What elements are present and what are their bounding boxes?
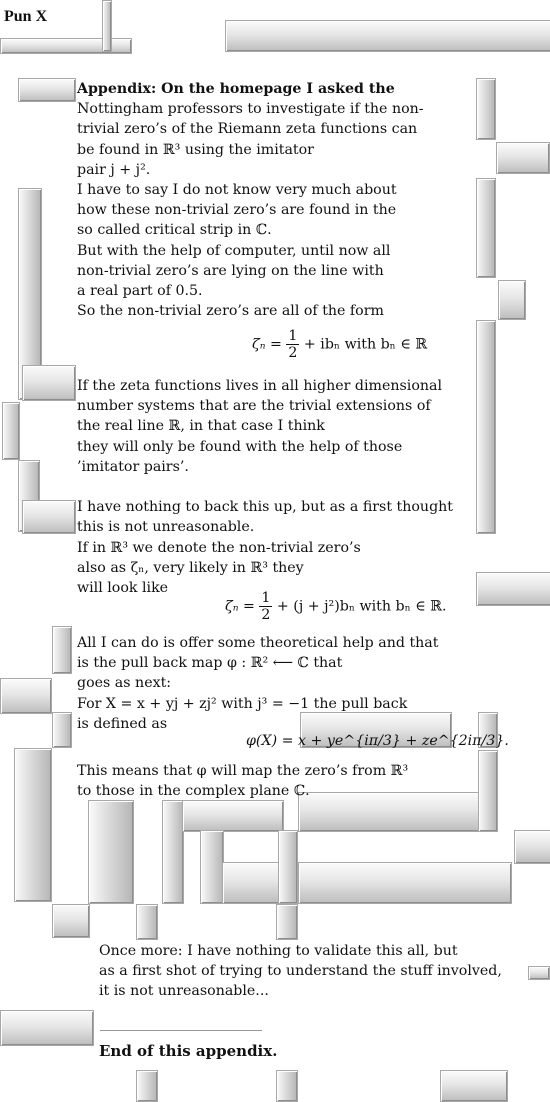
page-title: Pun X <box>4 8 48 25</box>
text-line: pair j + j². <box>77 161 151 178</box>
text-line <box>77 477 453 497</box>
text-line: I have nothing to back this up, but as a first thought <box>77 499 453 516</box>
text-line: I have to say I do not know very much about <box>77 182 397 199</box>
bevel-block <box>136 904 158 940</box>
bevel-block <box>225 20 550 52</box>
bevel-block <box>498 280 526 320</box>
bevel-block <box>88 800 134 904</box>
bevel-block <box>14 748 52 902</box>
bevel-block <box>476 78 496 140</box>
text-line: All I can do is offer some theoretical help and that <box>77 635 439 651</box>
pullback-equation <box>246 733 509 749</box>
text-line: this is not unreasonable. <box>77 519 255 536</box>
zeta-equation-c <box>252 328 427 361</box>
text-line: it is not unreasonable... <box>99 983 269 1000</box>
text-line: Nottingham professors to investigate if the non- <box>77 101 424 118</box>
bevel-block <box>478 750 498 832</box>
text-line: ’imitator pairs’. <box>77 458 189 475</box>
text-line: If in ℝ³ we denote the non-trivial zero’s <box>77 539 361 556</box>
fraction <box>259 590 272 623</box>
text-line: to those in the complex plane ℂ. <box>77 783 310 800</box>
fraction <box>286 328 299 361</box>
text-line: they will only be found with the help of those <box>77 438 403 455</box>
text-line: For X = x + yj + zj² with j³ = −1 the pull back <box>77 695 408 712</box>
text-line: also as ζₙ, very likely in ℝ³ they <box>77 559 304 576</box>
text-line: non-trivial zero’s are lying on the line with <box>77 262 384 279</box>
bevel-block <box>22 365 76 401</box>
bevel-block <box>222 862 282 904</box>
bevel-block <box>2 402 20 460</box>
end-label: End of this appendix. <box>99 1042 278 1060</box>
bevel-block <box>476 178 496 278</box>
text-line: as a first shot of trying to understand the stuff involved, <box>99 963 502 980</box>
text-line: If the zeta functions lives in all higher dimensional <box>77 378 443 394</box>
bevel-block <box>440 1070 508 1102</box>
bevel-block <box>528 966 550 980</box>
text-line: be found in ℝ³ using the imitator <box>77 141 314 158</box>
divider <box>100 1030 262 1031</box>
text-line: is the pull back map φ : ℝ² ⟵ ℂ that <box>77 655 343 672</box>
text-line: will look like <box>77 580 169 597</box>
bevel-block <box>476 320 496 534</box>
text-line: is defined as <box>77 715 168 732</box>
bevel-block <box>52 626 72 674</box>
text-line: goes as next: <box>77 675 172 692</box>
bevel-block <box>52 904 90 938</box>
text-line: a real part of 0.5. <box>77 283 203 300</box>
bevel-block <box>162 800 184 904</box>
text-line: how these non-trivial zero’s are found in the <box>77 202 397 219</box>
bevel-block <box>0 678 52 714</box>
zeta-equation-r3 <box>225 590 447 623</box>
bevel-block <box>298 862 512 904</box>
text-line: So the non-trivial zero’s are all of the form <box>77 303 384 320</box>
equation-lhs: ζₙ = <box>225 598 255 615</box>
bevel-block <box>200 830 224 904</box>
text-line: the real line ℝ, in that case I think <box>77 418 325 435</box>
bevel-block <box>514 830 550 864</box>
bevel-block <box>278 830 298 904</box>
bevel-block <box>0 1010 94 1046</box>
equation-rhs: + (j + j²)bₙ with bₙ ∈ ℝ. <box>276 598 447 615</box>
bevel-block <box>0 38 132 54</box>
text-line: trivial zero’s of the Riemann zeta functions can <box>77 121 418 138</box>
bevel-block <box>52 712 72 748</box>
equation-lhs: ζₙ = <box>252 336 282 353</box>
fraction-denominator: 2 <box>261 607 271 623</box>
closing-paragraph <box>99 941 502 1002</box>
bevel-block <box>182 800 284 832</box>
text-line: so called critical strip in ℂ. <box>77 222 272 239</box>
equation-text: φ(X) = x + ye^{iπ/3} + ze^{2iπ/3}. <box>246 733 509 749</box>
mapping-paragraph <box>77 761 408 801</box>
bevel-block <box>476 572 550 606</box>
bevel-block <box>22 500 76 534</box>
zeta-paragraph <box>77 376 453 598</box>
fraction-numerator: 1 <box>288 328 298 344</box>
text-line: Appendix: On the homepage I asked the <box>77 81 395 97</box>
bevel-block <box>276 1070 298 1102</box>
appendix-paragraph <box>77 79 424 321</box>
bevel-block <box>18 78 76 102</box>
bevel-block <box>276 904 298 940</box>
bevel-block <box>496 142 550 174</box>
bevel-block <box>136 1070 158 1102</box>
text-line: But with the help of computer, until now all <box>77 242 391 259</box>
bevel-block <box>102 0 112 52</box>
text-line: Once more: I have nothing to validate this all, but <box>99 943 458 959</box>
equation-rhs: + ibₙ with bₙ ∈ ℝ <box>303 336 428 353</box>
text-line: number systems that are the trivial extensions of <box>77 398 431 415</box>
fraction-numerator: 1 <box>261 590 271 606</box>
pullback-paragraph <box>77 633 438 734</box>
text-line: This means that φ will map the zero’s from ℝ³ <box>77 763 409 779</box>
fraction-denominator: 2 <box>288 345 298 361</box>
